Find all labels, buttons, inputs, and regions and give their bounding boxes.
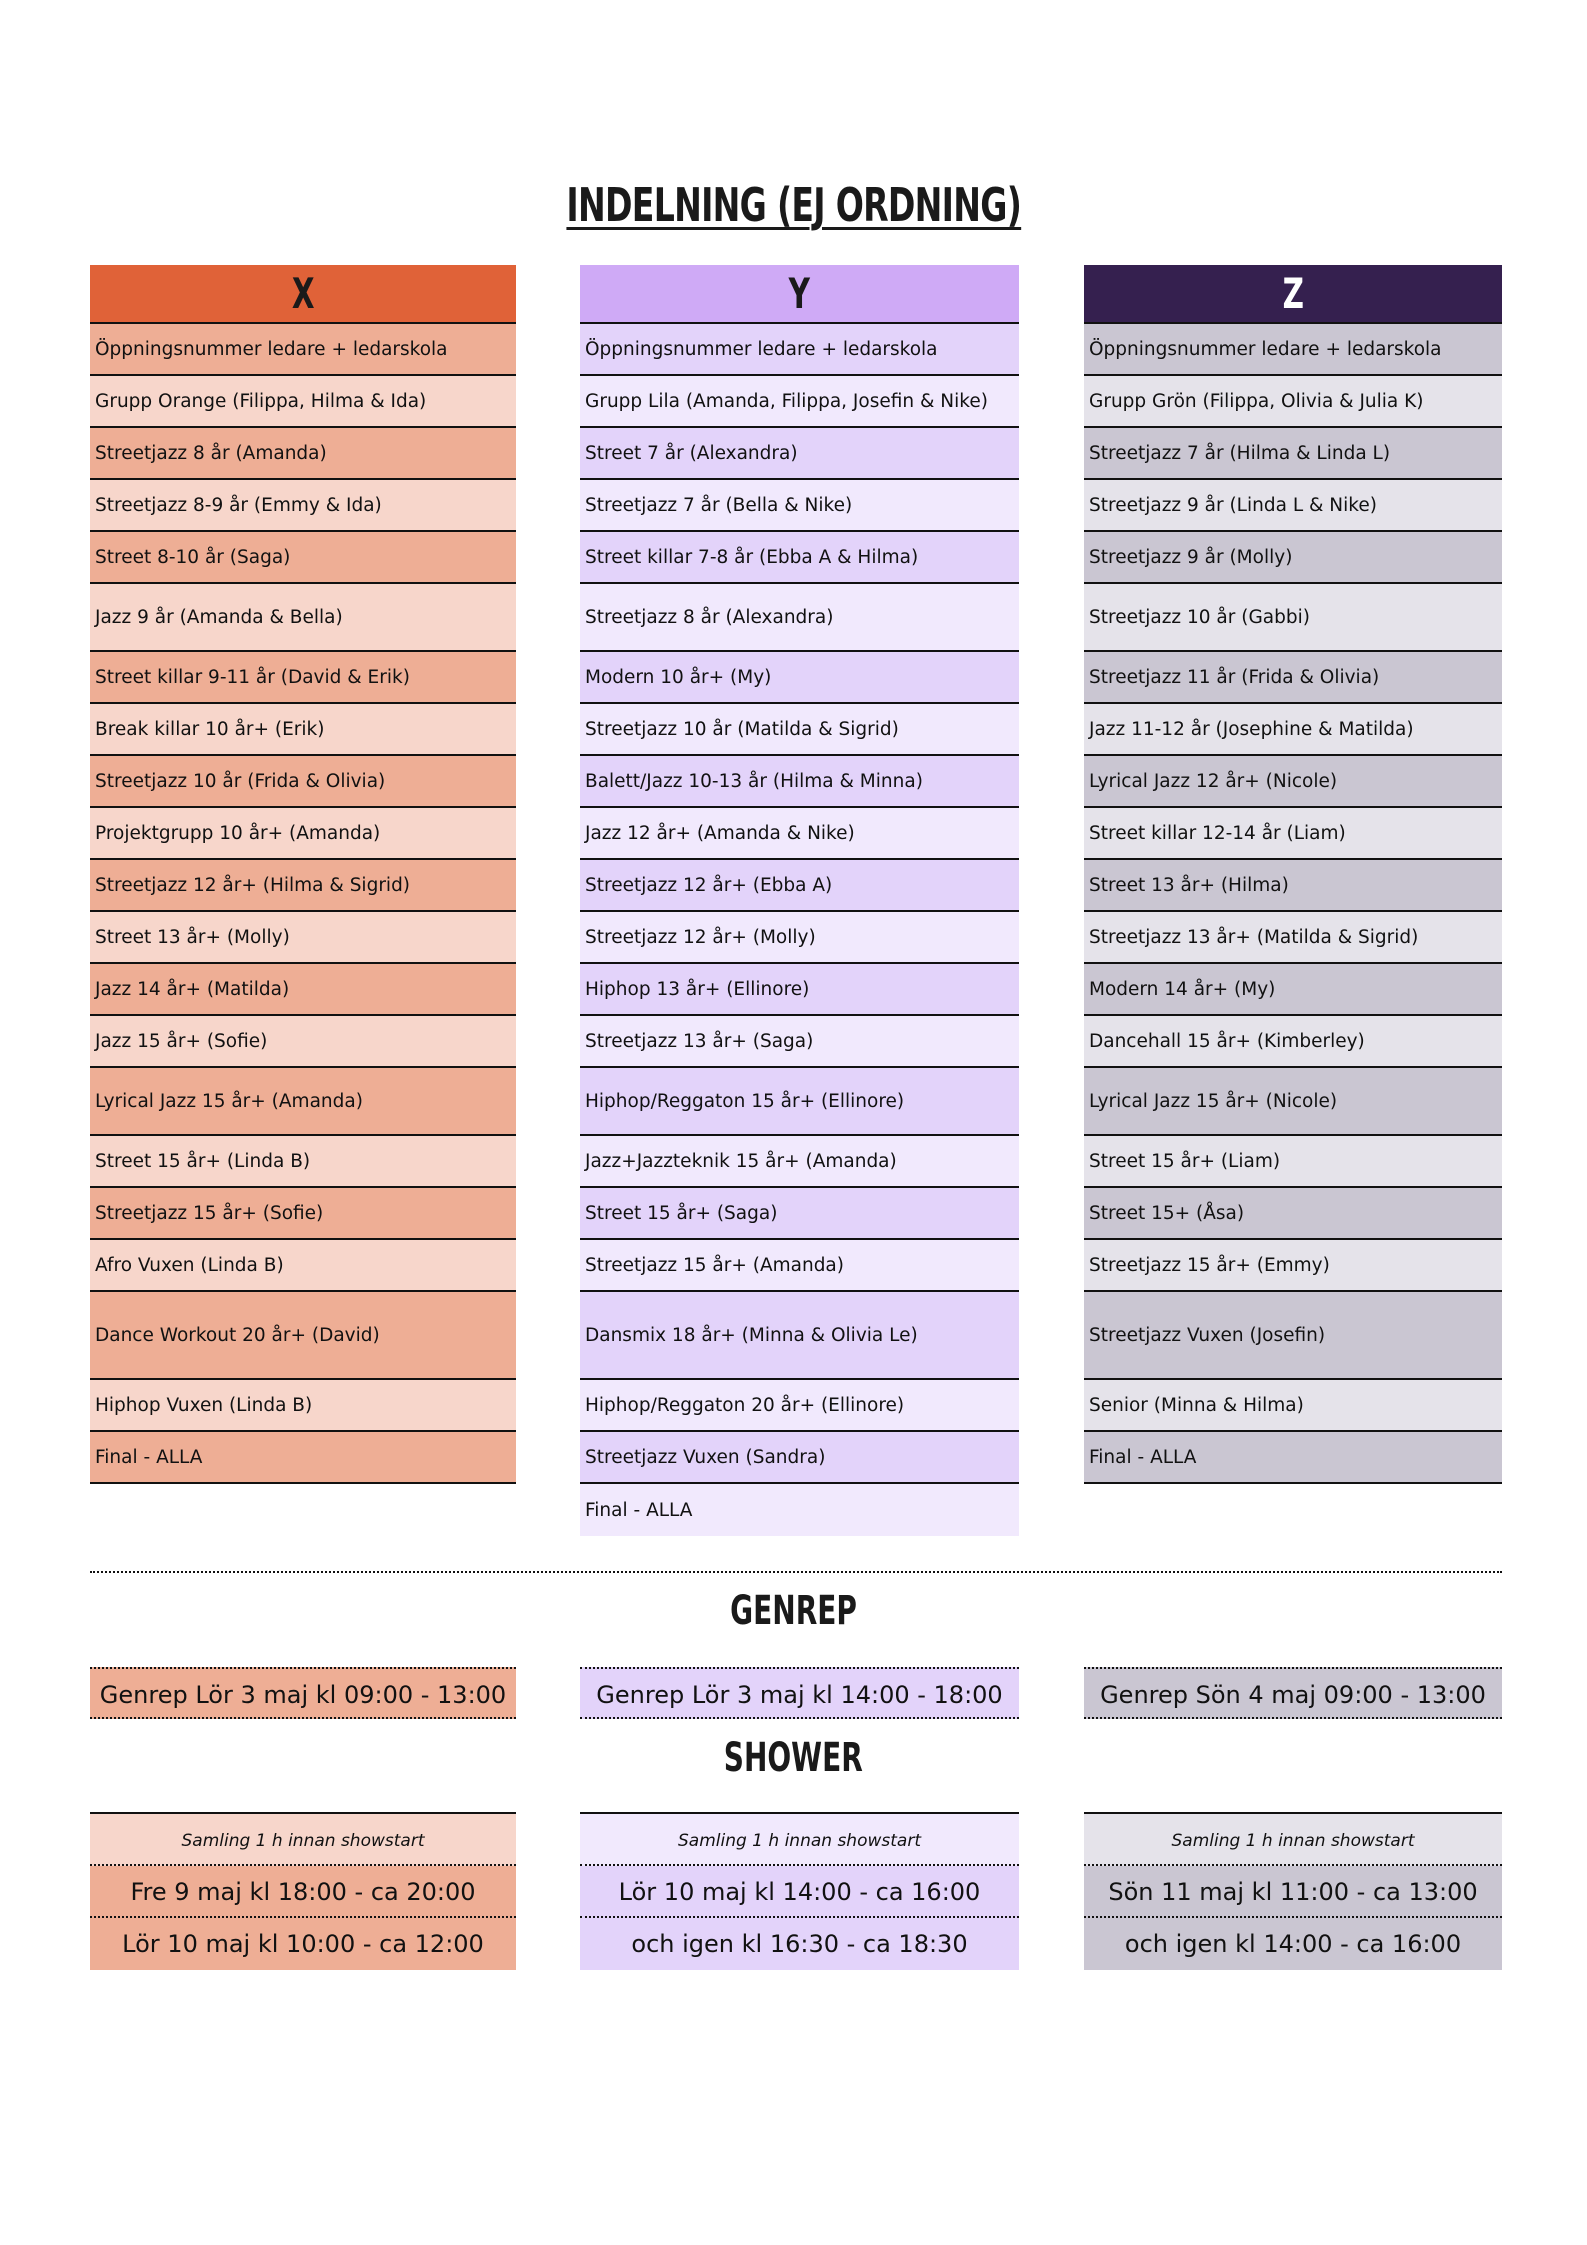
list-item: Streetjazz 10 år (Frida & Olivia) bbox=[90, 756, 516, 808]
list-item: Street 15 år+ (Linda B) bbox=[90, 1136, 516, 1188]
column-z bbox=[1084, 265, 1502, 1484]
list-item: Street killar 9-11 år (David & Erik) bbox=[90, 652, 516, 704]
list-item: Street killar 7-8 år (Ebba A & Hilma) bbox=[580, 532, 1019, 584]
list-item: Grupp Grön (Filippa, Olivia & Julia K) bbox=[1084, 376, 1502, 428]
shower-title: SHOWER bbox=[724, 1735, 863, 1781]
column-x-header: X bbox=[90, 265, 516, 324]
list-item: Streetjazz 7 år (Bella & Nike) bbox=[580, 480, 1019, 532]
list-item: Jazz+Jazzteknik 15 år+ (Amanda) bbox=[580, 1136, 1019, 1188]
genrep-title: GENREP bbox=[730, 1588, 857, 1634]
show-note: Samling 1 h innan showstart bbox=[1084, 1812, 1502, 1866]
list-item: Streetjazz 8-9 år (Emmy & Ida) bbox=[90, 480, 516, 532]
list-item: Afro Vuxen (Linda B) bbox=[90, 1240, 516, 1292]
show-note: Samling 1 h innan showstart bbox=[90, 1812, 516, 1866]
genrep-z: Genrep Sön 4 maj 09:00 - 13:00 bbox=[1084, 1667, 1502, 1719]
list-item: Lyrical Jazz 15 år+ (Amanda) bbox=[90, 1068, 516, 1136]
list-item: Hiphop/Reggaton 20 år+ (Ellinore) bbox=[580, 1380, 1019, 1432]
list-item: Projektgrupp 10 år+ (Amanda) bbox=[90, 808, 516, 860]
list-item: Streetjazz 12 år+ (Hilma & Sigrid) bbox=[90, 860, 516, 912]
list-item: Jazz 15 år+ (Sofie) bbox=[90, 1016, 516, 1068]
list-item: Streetjazz 13 år+ (Saga) bbox=[580, 1016, 1019, 1068]
show-time: och igen kl 14:00 - ca 16:00 bbox=[1084, 1918, 1502, 1970]
list-item: Öppningsnummer ledare + ledarskola bbox=[580, 324, 1019, 376]
list-item: Streetjazz 15 år+ (Emmy) bbox=[1084, 1240, 1502, 1292]
show-time: Fre 9 maj kl 18:00 - ca 20:00 bbox=[90, 1866, 516, 1918]
list-item: Dance Workout 20 år+ (David) bbox=[90, 1292, 516, 1380]
list-item: Dansmix 18 år+ (Minna & Olivia Le) bbox=[580, 1292, 1019, 1380]
list-item: Street 8-10 år (Saga) bbox=[90, 532, 516, 584]
list-item: Lyrical Jazz 15 år+ (Nicole) bbox=[1084, 1068, 1502, 1136]
genrep-x: Genrep Lör 3 maj kl 09:00 - 13:00 bbox=[90, 1667, 516, 1719]
list-item: Dancehall 15 år+ (Kimberley) bbox=[1084, 1016, 1502, 1068]
list-item: Streetjazz 15 år+ (Amanda) bbox=[580, 1240, 1019, 1292]
list-item: Streetjazz Vuxen (Josefin) bbox=[1084, 1292, 1502, 1380]
list-item: Final - ALLA bbox=[1084, 1432, 1502, 1484]
list-item: Streetjazz 10 år (Matilda & Sigrid) bbox=[580, 704, 1019, 756]
list-item: Balett/Jazz 10-13 år (Hilma & Minna) bbox=[580, 756, 1019, 808]
list-item: Streetjazz 7 år (Hilma & Linda L) bbox=[1084, 428, 1502, 480]
list-item: Streetjazz 12 år+ (Molly) bbox=[580, 912, 1019, 964]
section-divider bbox=[90, 1571, 1502, 1573]
list-item: Street 13 år+ (Molly) bbox=[90, 912, 516, 964]
list-item: Hiphop/Reggaton 15 år+ (Ellinore) bbox=[580, 1068, 1019, 1136]
column-x bbox=[90, 265, 516, 1484]
list-item: Streetjazz 12 år+ (Ebba A) bbox=[580, 860, 1019, 912]
list-item: Streetjazz 11 år (Frida & Olivia) bbox=[1084, 652, 1502, 704]
show-note: Samling 1 h innan showstart bbox=[580, 1812, 1019, 1866]
list-item: Öppningsnummer ledare + ledarskola bbox=[1084, 324, 1502, 376]
list-item: Streetjazz 10 år (Gabbi) bbox=[1084, 584, 1502, 652]
list-item: Final - ALLA bbox=[90, 1432, 516, 1484]
list-item: Streetjazz 8 år (Amanda) bbox=[90, 428, 516, 480]
page-title: INDELNING (EJ ORDNING) bbox=[566, 178, 1021, 232]
list-item: Senior (Minna & Hilma) bbox=[1084, 1380, 1502, 1432]
list-item: Streetjazz Vuxen (Sandra) bbox=[580, 1432, 1019, 1484]
list-item: Street 13 år+ (Hilma) bbox=[1084, 860, 1502, 912]
list-item: Streetjazz 8 år (Alexandra) bbox=[580, 584, 1019, 652]
show-z bbox=[1084, 1812, 1502, 1970]
list-item: Jazz 14 år+ (Matilda) bbox=[90, 964, 516, 1016]
list-item: Streetjazz 9 år (Molly) bbox=[1084, 532, 1502, 584]
column-z-header: Z bbox=[1084, 265, 1502, 324]
list-item: Break killar 10 år+ (Erik) bbox=[90, 704, 516, 756]
list-item: Street 15+ (Åsa) bbox=[1084, 1188, 1502, 1240]
list-item: Modern 14 år+ (My) bbox=[1084, 964, 1502, 1016]
list-item: Jazz 11-12 år (Josephine & Matilda) bbox=[1084, 704, 1502, 756]
list-item: Öppningsnummer ledare + ledarskola bbox=[90, 324, 516, 376]
list-item: Streetjazz 15 år+ (Sofie) bbox=[90, 1188, 516, 1240]
show-time: Lör 10 maj kl 14:00 - ca 16:00 bbox=[580, 1866, 1019, 1918]
list-item: Hiphop 13 år+ (Ellinore) bbox=[580, 964, 1019, 1016]
list-item: Final - ALLA bbox=[580, 1484, 1019, 1536]
genrep-y: Genrep Lör 3 maj kl 14:00 - 18:00 bbox=[580, 1667, 1019, 1719]
list-item: Street 15 år+ (Saga) bbox=[580, 1188, 1019, 1240]
show-time: Lör 10 maj kl 10:00 - ca 12:00 bbox=[90, 1918, 516, 1970]
list-item: Streetjazz 9 år (Linda L & Nike) bbox=[1084, 480, 1502, 532]
list-item: Hiphop Vuxen (Linda B) bbox=[90, 1380, 516, 1432]
list-item: Modern 10 år+ (My) bbox=[580, 652, 1019, 704]
list-item: Streetjazz 13 år+ (Matilda & Sigrid) bbox=[1084, 912, 1502, 964]
list-item: Grupp Lila (Amanda, Filippa, Josefin & Nike) bbox=[580, 376, 1019, 428]
list-item: Street killar 12-14 år (Liam) bbox=[1084, 808, 1502, 860]
show-time: och igen kl 16:30 - ca 18:30 bbox=[580, 1918, 1019, 1970]
show-x bbox=[90, 1812, 516, 1970]
show-time: Sön 11 maj kl 11:00 - ca 13:00 bbox=[1084, 1866, 1502, 1918]
column-y bbox=[580, 265, 1019, 1536]
list-item: Grupp Orange (Filippa, Hilma & Ida) bbox=[90, 376, 516, 428]
column-y-header: Y bbox=[580, 265, 1019, 324]
list-item: Jazz 12 år+ (Amanda & Nike) bbox=[580, 808, 1019, 860]
list-item: Jazz 9 år (Amanda & Bella) bbox=[90, 584, 516, 652]
list-item: Street 15 år+ (Liam) bbox=[1084, 1136, 1502, 1188]
list-item: Street 7 år (Alexandra) bbox=[580, 428, 1019, 480]
show-y bbox=[580, 1812, 1019, 1970]
list-item: Lyrical Jazz 12 år+ (Nicole) bbox=[1084, 756, 1502, 808]
